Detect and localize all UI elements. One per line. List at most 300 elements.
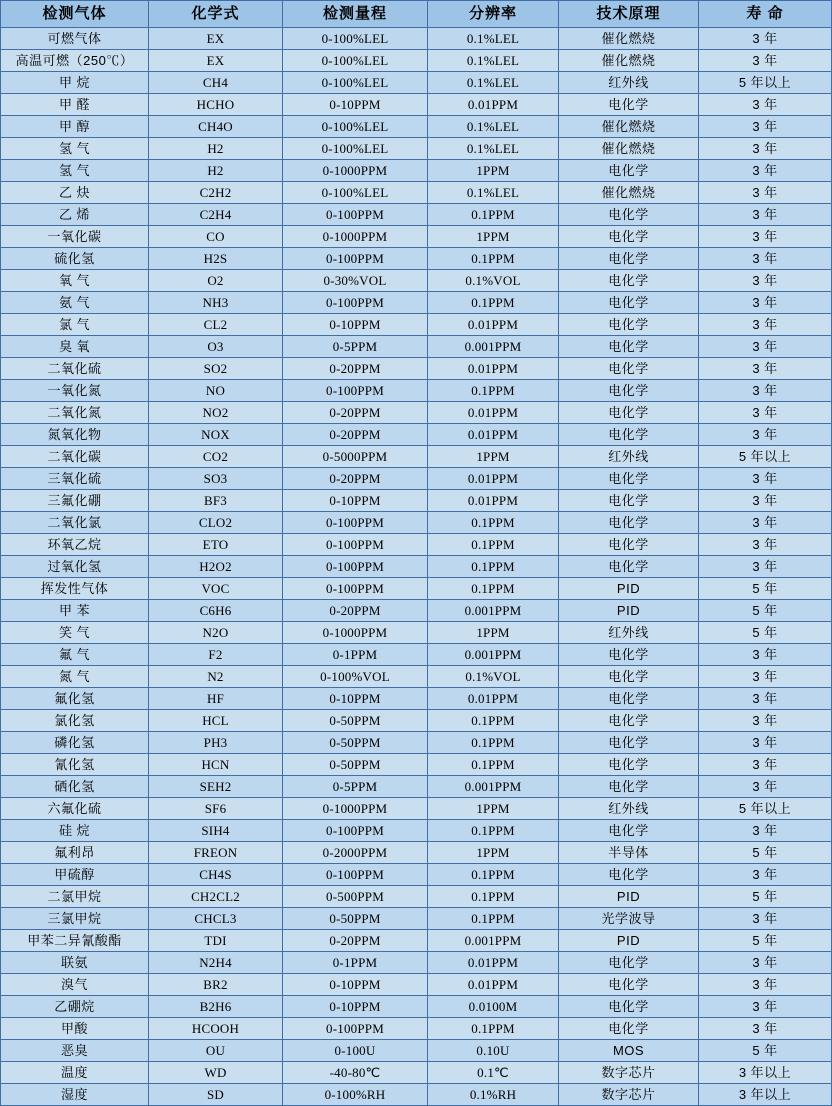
- cell-resolution: 0.001PPM: [428, 776, 559, 798]
- table-row: [1, 798, 832, 820]
- cell-range: 0-100PPM: [283, 556, 428, 578]
- cell-lifetime: 3 年: [699, 534, 832, 556]
- cell-technology: 电化学: [559, 248, 699, 270]
- cell-resolution: 0.01PPM: [428, 424, 559, 446]
- cell-lifetime: 3 年: [699, 468, 832, 490]
- cell-technology: 电化学: [559, 468, 699, 490]
- cell-lifetime: 3 年: [699, 556, 832, 578]
- cell-lifetime: 5 年: [699, 600, 832, 622]
- cell-gas: 二氯甲烷: [1, 886, 149, 908]
- cell-technology: MOS: [559, 1040, 699, 1062]
- table-row: [1, 292, 832, 314]
- cell-lifetime: 3 年: [699, 314, 832, 336]
- cell-formula: WD: [149, 1062, 283, 1084]
- cell-lifetime: 3 年: [699, 270, 832, 292]
- cell-resolution: 0.01PPM: [428, 358, 559, 380]
- cell-formula: BF3: [149, 490, 283, 512]
- cell-resolution: 0.1%RH: [428, 1084, 559, 1106]
- cell-resolution: 0.1%VOL: [428, 270, 559, 292]
- cell-gas: 硅 烷: [1, 820, 149, 842]
- table-row: [1, 644, 832, 666]
- cell-lifetime: 3 年: [699, 424, 832, 446]
- cell-gas: 三氧化硫: [1, 468, 149, 490]
- table-row: [1, 908, 832, 930]
- cell-gas: 二氧化氯: [1, 512, 149, 534]
- cell-gas: 氮氧化物: [1, 424, 149, 446]
- table-row: [1, 160, 832, 182]
- cell-gas: 氟利昂: [1, 842, 149, 864]
- table-row: [1, 842, 832, 864]
- table-row: [1, 1040, 832, 1062]
- cell-range: 0-100%LEL: [283, 116, 428, 138]
- cell-lifetime: 3 年: [699, 952, 832, 974]
- cell-technology: 电化学: [559, 534, 699, 556]
- cell-technology: 电化学: [559, 512, 699, 534]
- cell-formula: NO2: [149, 402, 283, 424]
- cell-technology: 电化学: [559, 754, 699, 776]
- table-row: [1, 688, 832, 710]
- cell-resolution: 0.1%VOL: [428, 666, 559, 688]
- table-row: [1, 336, 832, 358]
- cell-formula: VOC: [149, 578, 283, 600]
- cell-technology: 催化燃烧: [559, 28, 699, 50]
- cell-technology: 电化学: [559, 710, 699, 732]
- table-header: [1, 1, 832, 28]
- cell-gas: 湿度: [1, 1084, 149, 1106]
- cell-gas: 甲 醇: [1, 116, 149, 138]
- column-header-gas: 检测气体: [1, 1, 149, 28]
- cell-range: 0-10PPM: [283, 490, 428, 512]
- cell-resolution: 0.1PPM: [428, 248, 559, 270]
- table-row: [1, 952, 832, 974]
- cell-gas: 二氧化氮: [1, 402, 149, 424]
- cell-technology: PID: [559, 600, 699, 622]
- cell-resolution: 1PPM: [428, 160, 559, 182]
- table-row: [1, 864, 832, 886]
- cell-range: 0-20PPM: [283, 930, 428, 952]
- cell-formula: CL2: [149, 314, 283, 336]
- cell-resolution: 0.01PPM: [428, 402, 559, 424]
- cell-formula: H2: [149, 160, 283, 182]
- table-row: [1, 248, 832, 270]
- cell-technology: 电化学: [559, 974, 699, 996]
- cell-technology: 电化学: [559, 644, 699, 666]
- cell-gas: 硒化氢: [1, 776, 149, 798]
- cell-formula: FREON: [149, 842, 283, 864]
- cell-range: 0-50PPM: [283, 710, 428, 732]
- cell-range: 0-100PPM: [283, 512, 428, 534]
- cell-range: 0-1000PPM: [283, 226, 428, 248]
- cell-resolution: 0.1PPM: [428, 556, 559, 578]
- table-row: [1, 578, 832, 600]
- cell-gas: 笑 气: [1, 622, 149, 644]
- table-row: [1, 424, 832, 446]
- cell-range: 0-10PPM: [283, 974, 428, 996]
- cell-formula: H2O2: [149, 556, 283, 578]
- cell-lifetime: 3 年: [699, 732, 832, 754]
- cell-resolution: 0.01PPM: [428, 314, 559, 336]
- table-row: [1, 666, 832, 688]
- cell-range: 0-100PPM: [283, 534, 428, 556]
- cell-technology: 电化学: [559, 666, 699, 688]
- cell-formula: CO2: [149, 446, 283, 468]
- cell-range: 0-50PPM: [283, 908, 428, 930]
- cell-gas: 氢 气: [1, 138, 149, 160]
- cell-gas: 六氟化硫: [1, 798, 149, 820]
- cell-range: 0-5PPM: [283, 776, 428, 798]
- cell-resolution: 1PPM: [428, 798, 559, 820]
- cell-formula: TDI: [149, 930, 283, 952]
- cell-technology: 电化学: [559, 424, 699, 446]
- cell-technology: PID: [559, 886, 699, 908]
- cell-gas: 环氧乙烷: [1, 534, 149, 556]
- cell-formula: HCOOH: [149, 1018, 283, 1040]
- cell-range: 0-1000PPM: [283, 622, 428, 644]
- cell-resolution: 0.0100M: [428, 996, 559, 1018]
- table-row: [1, 94, 832, 116]
- cell-formula: SF6: [149, 798, 283, 820]
- table-row: [1, 28, 832, 50]
- cell-resolution: 0.1%LEL: [428, 28, 559, 50]
- cell-lifetime: 3 年: [699, 666, 832, 688]
- cell-technology: 电化学: [559, 952, 699, 974]
- cell-lifetime: 5 年: [699, 886, 832, 908]
- cell-gas: 甲硫醇: [1, 864, 149, 886]
- cell-gas: 溴气: [1, 974, 149, 996]
- cell-lifetime: 5 年: [699, 1040, 832, 1062]
- cell-gas: 温度: [1, 1062, 149, 1084]
- cell-resolution: 1PPM: [428, 842, 559, 864]
- cell-formula: H2: [149, 138, 283, 160]
- cell-resolution: 0.1PPM: [428, 292, 559, 314]
- cell-range: 0-2000PPM: [283, 842, 428, 864]
- cell-resolution: 0.1PPM: [428, 908, 559, 930]
- table-row: [1, 534, 832, 556]
- cell-range: 0-50PPM: [283, 732, 428, 754]
- cell-range: 0-500PPM: [283, 886, 428, 908]
- cell-technology: 电化学: [559, 358, 699, 380]
- cell-range: 0-10PPM: [283, 94, 428, 116]
- table-row: [1, 974, 832, 996]
- cell-gas: 乙硼烷: [1, 996, 149, 1018]
- cell-technology: PID: [559, 578, 699, 600]
- table-row: [1, 182, 832, 204]
- cell-resolution: 0.01PPM: [428, 688, 559, 710]
- cell-range: 0-1PPM: [283, 644, 428, 666]
- cell-resolution: 0.1PPM: [428, 512, 559, 534]
- cell-formula: ETO: [149, 534, 283, 556]
- cell-range: 0-100PPM: [283, 864, 428, 886]
- cell-range: 0-10PPM: [283, 996, 428, 1018]
- table-row: [1, 754, 832, 776]
- cell-resolution: 0.1℃: [428, 1062, 559, 1084]
- cell-formula: N2H4: [149, 952, 283, 974]
- cell-gas: 甲 烷: [1, 72, 149, 94]
- table-row: [1, 886, 832, 908]
- table-row: [1, 204, 832, 226]
- cell-resolution: 0.001PPM: [428, 336, 559, 358]
- cell-range: 0-100PPM: [283, 292, 428, 314]
- cell-formula: CH2CL2: [149, 886, 283, 908]
- cell-resolution: 0.01PPM: [428, 94, 559, 116]
- cell-gas: 磷化氢: [1, 732, 149, 754]
- cell-resolution: 0.1PPM: [428, 754, 559, 776]
- cell-technology: 电化学: [559, 402, 699, 424]
- table-row: [1, 50, 832, 72]
- cell-technology: 催化燃烧: [559, 116, 699, 138]
- cell-gas: 三氯甲烷: [1, 908, 149, 930]
- cell-technology: 电化学: [559, 292, 699, 314]
- cell-formula: CHCL3: [149, 908, 283, 930]
- cell-gas: 恶臭: [1, 1040, 149, 1062]
- cell-lifetime: 3 年: [699, 28, 832, 50]
- cell-lifetime: 3 年: [699, 688, 832, 710]
- cell-technology: 电化学: [559, 336, 699, 358]
- cell-lifetime: 5 年: [699, 622, 832, 644]
- cell-gas: 乙 烯: [1, 204, 149, 226]
- cell-range: 0-100PPM: [283, 248, 428, 270]
- cell-gas: 甲苯二异氰酸酯: [1, 930, 149, 952]
- cell-formula: PH3: [149, 732, 283, 754]
- cell-technology: 电化学: [559, 204, 699, 226]
- column-header-formula: 化学式: [149, 1, 283, 28]
- cell-resolution: 0.01PPM: [428, 952, 559, 974]
- cell-formula: EX: [149, 28, 283, 50]
- cell-lifetime: 3 年: [699, 160, 832, 182]
- column-header-lifetime: 寿 命: [699, 1, 832, 28]
- cell-gas: 二氧化硫: [1, 358, 149, 380]
- table-header-row: [1, 1, 832, 28]
- table-row: [1, 732, 832, 754]
- cell-technology: 电化学: [559, 688, 699, 710]
- cell-lifetime: 3 年以上: [699, 1084, 832, 1106]
- cell-formula: F2: [149, 644, 283, 666]
- cell-range: 0-20PPM: [283, 600, 428, 622]
- cell-technology: 电化学: [559, 1018, 699, 1040]
- cell-range: 0-20PPM: [283, 424, 428, 446]
- cell-range: 0-100%LEL: [283, 28, 428, 50]
- cell-range: 0-10PPM: [283, 314, 428, 336]
- cell-lifetime: 3 年: [699, 512, 832, 534]
- cell-gas: 一氧化碳: [1, 226, 149, 248]
- table-row: [1, 72, 832, 94]
- cell-resolution: 0.01PPM: [428, 974, 559, 996]
- cell-technology: 电化学: [559, 270, 699, 292]
- cell-technology: 电化学: [559, 94, 699, 116]
- table-row: [1, 402, 832, 424]
- cell-technology: 催化燃烧: [559, 50, 699, 72]
- table-row: [1, 600, 832, 622]
- cell-range: 0-100%RH: [283, 1084, 428, 1106]
- cell-lifetime: 3 年: [699, 1018, 832, 1040]
- cell-formula: CH4O: [149, 116, 283, 138]
- cell-range: 0-20PPM: [283, 468, 428, 490]
- table-row: [1, 622, 832, 644]
- cell-resolution: 0.1PPM: [428, 710, 559, 732]
- cell-lifetime: 3 年: [699, 908, 832, 930]
- cell-formula: N2: [149, 666, 283, 688]
- table-row: [1, 116, 832, 138]
- cell-range: 0-100U: [283, 1040, 428, 1062]
- cell-resolution: 0.1PPM: [428, 864, 559, 886]
- cell-resolution: 0.1PPM: [428, 380, 559, 402]
- cell-lifetime: 5 年以上: [699, 446, 832, 468]
- cell-resolution: 0.1PPM: [428, 1018, 559, 1040]
- cell-formula: NH3: [149, 292, 283, 314]
- cell-technology: 电化学: [559, 864, 699, 886]
- cell-technology: 半导体: [559, 842, 699, 864]
- table-row: [1, 380, 832, 402]
- cell-gas: 氰化氢: [1, 754, 149, 776]
- cell-formula: C6H6: [149, 600, 283, 622]
- cell-formula: HF: [149, 688, 283, 710]
- cell-lifetime: 3 年: [699, 402, 832, 424]
- cell-formula: H2S: [149, 248, 283, 270]
- cell-lifetime: 3 年: [699, 644, 832, 666]
- cell-resolution: 0.001PPM: [428, 930, 559, 952]
- cell-range: 0-5000PPM: [283, 446, 428, 468]
- cell-gas: 氧 气: [1, 270, 149, 292]
- cell-gas: 甲 醛: [1, 94, 149, 116]
- cell-resolution: 0.01PPM: [428, 490, 559, 512]
- cell-resolution: 0.1%LEL: [428, 72, 559, 94]
- table-row: [1, 270, 832, 292]
- cell-formula: HCN: [149, 754, 283, 776]
- table-row: [1, 1084, 832, 1106]
- cell-lifetime: 5 年以上: [699, 72, 832, 94]
- table-row: [1, 820, 832, 842]
- cell-formula: CH4: [149, 72, 283, 94]
- cell-lifetime: 3 年: [699, 116, 832, 138]
- cell-formula: NOX: [149, 424, 283, 446]
- cell-lifetime: 3 年: [699, 94, 832, 116]
- cell-lifetime: 3 年以上: [699, 1062, 832, 1084]
- cell-resolution: 0.10U: [428, 1040, 559, 1062]
- cell-technology: 电化学: [559, 556, 699, 578]
- cell-technology: PID: [559, 930, 699, 952]
- cell-range: 0-100PPM: [283, 1018, 428, 1040]
- cell-lifetime: 5 年: [699, 930, 832, 952]
- cell-range: 0-1000PPM: [283, 798, 428, 820]
- cell-technology: 电化学: [559, 314, 699, 336]
- table-row: [1, 446, 832, 468]
- cell-resolution: 0.1PPM: [428, 732, 559, 754]
- cell-technology: 电化学: [559, 380, 699, 402]
- cell-technology: 数字芯片: [559, 1062, 699, 1084]
- cell-technology: 电化学: [559, 820, 699, 842]
- cell-resolution: 0.1%LEL: [428, 138, 559, 160]
- cell-lifetime: 3 年: [699, 754, 832, 776]
- cell-resolution: 0.1PPM: [428, 578, 559, 600]
- cell-range: 0-1PPM: [283, 952, 428, 974]
- cell-technology: 催化燃烧: [559, 138, 699, 160]
- cell-gas: 可燃气体: [1, 28, 149, 50]
- table-row: [1, 314, 832, 336]
- cell-gas: 联氨: [1, 952, 149, 974]
- cell-formula: C2H4: [149, 204, 283, 226]
- cell-resolution: 0.1PPM: [428, 886, 559, 908]
- cell-technology: 红外线: [559, 72, 699, 94]
- cell-formula: BR2: [149, 974, 283, 996]
- cell-lifetime: 3 年: [699, 864, 832, 886]
- table-row: [1, 930, 832, 952]
- cell-range: 0-100PPM: [283, 380, 428, 402]
- cell-formula: HCL: [149, 710, 283, 732]
- cell-lifetime: 3 年: [699, 336, 832, 358]
- cell-gas: 一氧化氮: [1, 380, 149, 402]
- column-header-range: 检测量程: [283, 1, 428, 28]
- cell-gas: 臭 氧: [1, 336, 149, 358]
- cell-formula: SD: [149, 1084, 283, 1106]
- column-header-technology: 技术原理: [559, 1, 699, 28]
- cell-range: 0-5PPM: [283, 336, 428, 358]
- cell-gas: 氯 气: [1, 314, 149, 336]
- cell-range: 0-100PPM: [283, 820, 428, 842]
- cell-lifetime: 5 年: [699, 842, 832, 864]
- cell-formula: CH4S: [149, 864, 283, 886]
- table-row: [1, 996, 832, 1018]
- cell-formula: OU: [149, 1040, 283, 1062]
- table-row: [1, 138, 832, 160]
- cell-resolution: 0.01PPM: [428, 468, 559, 490]
- cell-technology: 红外线: [559, 622, 699, 644]
- cell-range: 0-50PPM: [283, 754, 428, 776]
- table-row: [1, 1018, 832, 1040]
- cell-range: 0-100PPM: [283, 578, 428, 600]
- cell-gas: 硫化氢: [1, 248, 149, 270]
- cell-formula: C2H2: [149, 182, 283, 204]
- cell-gas: 氮 气: [1, 666, 149, 688]
- cell-formula: CLO2: [149, 512, 283, 534]
- cell-resolution: 0.1PPM: [428, 820, 559, 842]
- table-row: [1, 490, 832, 512]
- cell-technology: 催化燃烧: [559, 182, 699, 204]
- cell-technology: 数字芯片: [559, 1084, 699, 1106]
- cell-lifetime: 5 年以上: [699, 798, 832, 820]
- cell-lifetime: 3 年: [699, 710, 832, 732]
- cell-technology: 电化学: [559, 160, 699, 182]
- cell-gas: 甲酸: [1, 1018, 149, 1040]
- cell-gas: 氟 气: [1, 644, 149, 666]
- cell-technology: 光学波导: [559, 908, 699, 930]
- cell-range: 0-100%LEL: [283, 138, 428, 160]
- cell-lifetime: 3 年: [699, 50, 832, 72]
- table-row: [1, 512, 832, 534]
- table-row: [1, 226, 832, 248]
- cell-gas: 甲 苯: [1, 600, 149, 622]
- cell-lifetime: 3 年: [699, 490, 832, 512]
- cell-range: 0-30%VOL: [283, 270, 428, 292]
- cell-lifetime: 3 年: [699, 974, 832, 996]
- cell-technology: 电化学: [559, 226, 699, 248]
- cell-range: -40-80℃: [283, 1062, 428, 1084]
- cell-formula: SO2: [149, 358, 283, 380]
- cell-formula: EX: [149, 50, 283, 72]
- cell-gas: 乙 炔: [1, 182, 149, 204]
- cell-formula: SO3: [149, 468, 283, 490]
- cell-gas: 挥发性气体: [1, 578, 149, 600]
- cell-technology: 电化学: [559, 776, 699, 798]
- cell-lifetime: 3 年: [699, 996, 832, 1018]
- cell-resolution: 0.1%LEL: [428, 116, 559, 138]
- cell-formula: O2: [149, 270, 283, 292]
- cell-resolution: 1PPM: [428, 226, 559, 248]
- table-row: [1, 1062, 832, 1084]
- cell-gas: 氯化氢: [1, 710, 149, 732]
- table-row: [1, 468, 832, 490]
- table-row: [1, 358, 832, 380]
- cell-gas: 三氟化硼: [1, 490, 149, 512]
